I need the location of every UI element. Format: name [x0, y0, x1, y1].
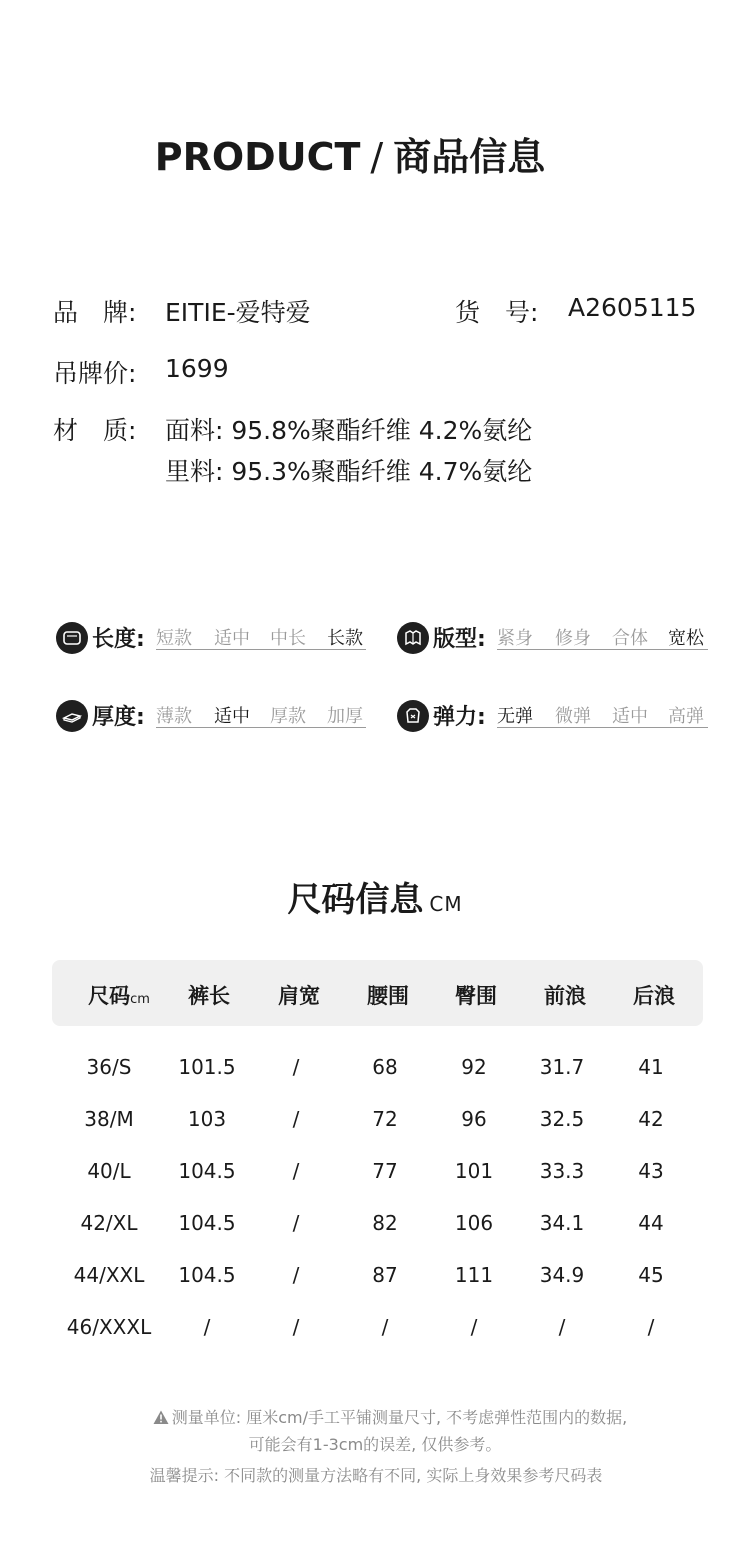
brand-value: EITIE-爱特爱 [165, 298, 311, 327]
table-cell: 101 [454, 1159, 494, 1183]
table-cell: 34.9 [539, 1263, 585, 1287]
material-line-2: 里料: 95.3%聚酯纤维 4.7%氨纶 [165, 457, 533, 486]
title-en: PRODUCT [154, 135, 361, 179]
thickness-options [156, 702, 366, 728]
size-title-unit: CM [429, 892, 463, 916]
thickness-option-extra-thick: 加厚 [327, 706, 363, 727]
table-cell: 33.3 [539, 1159, 585, 1183]
fit-option-loose: 宽松 [668, 628, 704, 649]
table-cell: 104.5 [178, 1159, 236, 1183]
table-cell: 77 [372, 1159, 398, 1183]
header-hip: 臀围 [455, 984, 497, 1008]
table-cell: 72 [372, 1107, 398, 1131]
table-cell: 87 [372, 1263, 398, 1287]
header-shoulder: 肩宽 [278, 984, 320, 1008]
table-cell: 40/L [87, 1159, 131, 1183]
brand-label: 品 牌: [53, 298, 137, 327]
attr-thickness [56, 700, 368, 740]
table-cell: 96 [461, 1107, 487, 1131]
table-cell: / [381, 1315, 389, 1339]
thickness-option-medium: 适中 [214, 706, 250, 727]
note-line-3: 温馨提示: 不同款的测量方法略有不同, 实际上身效果参考尺码表 [149, 1466, 603, 1485]
table-cell: 32.5 [539, 1107, 585, 1131]
table-cell: 43 [638, 1159, 664, 1183]
table-cell: 36/S [86, 1055, 132, 1079]
attr-length [56, 622, 368, 662]
length-options [156, 624, 366, 650]
note-line-1 [0, 1405, 750, 1429]
table-cell: 82 [372, 1211, 398, 1235]
size-title-text: 尺码信息 [287, 880, 424, 920]
header-size-text: 尺码 [88, 984, 131, 1008]
page-title [0, 126, 700, 181]
table-cell: 104.5 [178, 1263, 236, 1287]
elasticity-option-none: 无弹 [497, 706, 533, 727]
sku-label: 货 号: [455, 298, 539, 327]
fit-options [497, 624, 708, 650]
title-cn: 商品信息 [393, 135, 546, 179]
header-size-unit: cm [130, 992, 150, 1007]
header-front-rise: 前浪 [544, 984, 586, 1008]
table-cell: 42 [638, 1107, 664, 1131]
table-cell: / [647, 1315, 655, 1339]
attr-fit [397, 622, 709, 662]
length-option-short: 短款 [156, 628, 192, 649]
table-cell: / [558, 1315, 566, 1339]
warning-icon [153, 1410, 169, 1429]
note-line-1-text: 测量单位: 厘米cm/手工平铺测量尺寸, 不考虑弹性范围内的数据, [171, 1408, 628, 1427]
header-size [74, 980, 164, 1010]
fit-label: 版型: [433, 627, 486, 652]
title-separator: / [370, 135, 384, 179]
size-section-title [0, 872, 750, 921]
table-cell: 92 [461, 1055, 487, 1079]
elasticity-options [497, 702, 708, 728]
table-cell: 104.5 [178, 1211, 236, 1235]
attr-elasticity [397, 700, 709, 740]
elasticity-icon [397, 700, 429, 732]
sku-value: A2605115 [568, 293, 697, 322]
table-cell: 45 [638, 1263, 664, 1287]
brand-row [53, 293, 311, 329]
table-cell: / [292, 1315, 300, 1339]
elasticity-label: 弹力: [433, 705, 486, 730]
table-cell: 31.7 [539, 1055, 585, 1079]
price-value: 1699 [165, 354, 229, 383]
header-length: 裤长 [188, 984, 230, 1008]
table-cell: 42/XL [80, 1211, 138, 1235]
fit-option-regular: 合体 [612, 628, 648, 649]
table-cell: 38/M [84, 1107, 134, 1131]
thickness-option-thin: 薄款 [156, 706, 192, 727]
table-cell: 68 [372, 1055, 398, 1079]
length-option-mid-long: 中长 [270, 628, 306, 649]
sku-row [455, 293, 697, 329]
table-cell: 103 [187, 1107, 227, 1131]
table-cell: 101.5 [178, 1055, 236, 1079]
table-cell: 106 [454, 1211, 494, 1235]
material-row [53, 411, 533, 486]
table-cell: 44 [638, 1211, 664, 1235]
thickness-icon [56, 700, 88, 732]
table-cell: / [292, 1211, 300, 1235]
fit-option-tight: 紧身 [497, 628, 533, 649]
size-table-header [52, 960, 703, 1026]
elasticity-option-slight: 微弹 [555, 706, 591, 727]
table-cell: / [292, 1055, 300, 1079]
elasticity-option-medium: 适中 [612, 706, 648, 727]
table-cell: / [470, 1315, 478, 1339]
header-waist: 腰围 [367, 984, 409, 1008]
length-icon [56, 622, 88, 654]
fit-icon [397, 622, 429, 654]
table-cell: 46/XXXL [66, 1315, 152, 1339]
table-cell: 44/XXL [73, 1263, 145, 1287]
length-option-medium: 适中 [214, 628, 250, 649]
price-row [53, 354, 229, 390]
material-label: 材 质: [53, 416, 137, 445]
table-cell: 34.1 [539, 1211, 585, 1235]
material-line-1: 面料: 95.8%聚酯纤维 4.2%氨纶 [165, 416, 533, 445]
elasticity-option-high: 高弹 [668, 706, 704, 727]
table-cell: 111 [454, 1263, 494, 1287]
length-label: 长度: [92, 627, 145, 652]
price-label: 吊牌价: [53, 359, 137, 388]
table-cell: / [292, 1159, 300, 1183]
table-cell: / [292, 1107, 300, 1131]
length-option-long: 长款 [327, 628, 363, 649]
fit-option-slim: 修身 [555, 628, 591, 649]
table-cell: / [203, 1315, 211, 1339]
table-cell: 41 [638, 1055, 664, 1079]
thickness-option-thick: 厚款 [270, 706, 306, 727]
table-cell: / [292, 1263, 300, 1287]
header-back-rise: 后浪 [633, 984, 675, 1008]
note-line-2: 可能会有1-3cm的误差, 仅供参考。 [248, 1435, 502, 1454]
thickness-label: 厚度: [92, 705, 145, 730]
